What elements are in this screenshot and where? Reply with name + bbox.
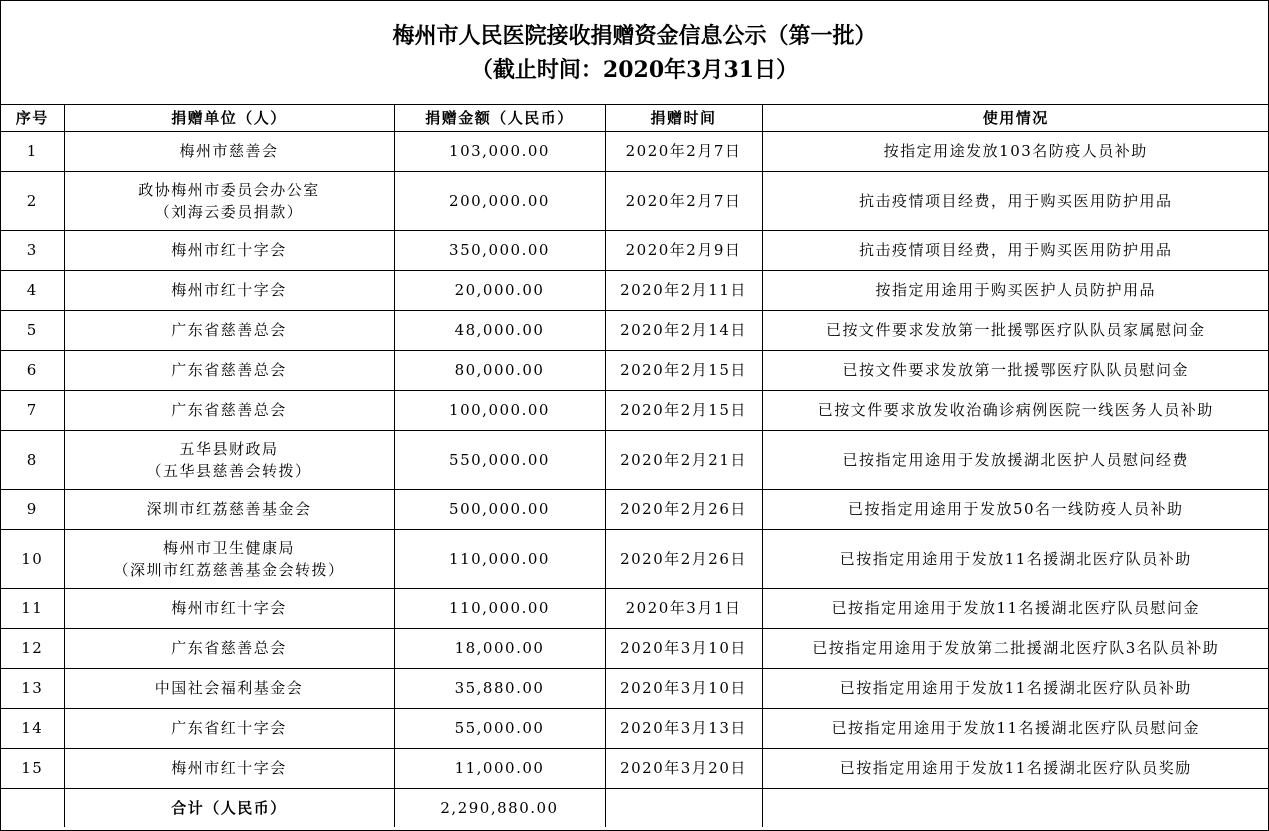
row-usage: 已按指定用途用于发放11名援湖北医疗队员慰问金: [762, 588, 1269, 628]
row-no: 10: [1, 529, 64, 588]
donor-line: 广东省慈善总会: [171, 361, 287, 379]
header-donor: 捐赠单位（人）: [64, 105, 394, 131]
row-usage: 已按指定用途用于发放第二批援湖北医疗队3名队员补助: [762, 628, 1269, 668]
row-no: 4: [1, 270, 64, 310]
title-line-1: 梅州市人民医院接收捐赠资金信息公示（第一批）: [392, 22, 877, 49]
row-amount: 110,000.00: [394, 529, 605, 588]
row-date: 2020年3月10日: [605, 668, 762, 708]
row-amount: 200,000.00: [394, 171, 605, 230]
row-date: 2020年2月9日: [605, 230, 762, 270]
row-date: 2020年2月21日: [605, 430, 762, 489]
donor-line: （五华县慈善会转拨）: [146, 461, 312, 480]
row-date: 2020年2月15日: [605, 350, 762, 390]
row-no: 7: [1, 390, 64, 430]
row-donor: [64, 489, 394, 529]
total-row: [1, 788, 1269, 827]
table-row: [1, 708, 1269, 748]
table-row: [1, 390, 1269, 430]
row-date: 2020年2月14日: [605, 310, 762, 350]
donation-table: [1, 105, 1269, 827]
row-usage: 抗击疫情项目经费，用于购买医用防护用品: [762, 230, 1269, 270]
row-no: 5: [1, 310, 64, 350]
row-amount: 35,880.00: [394, 668, 605, 708]
table-row: [1, 588, 1269, 628]
total-date-cell: [605, 788, 762, 827]
row-no: 1: [1, 131, 64, 171]
donor-line: 广东省慈善总会: [171, 639, 287, 657]
total-label: 合计（人民币）: [64, 788, 394, 827]
table-row: [1, 270, 1269, 310]
row-amount: 100,000.00: [394, 390, 605, 430]
header-row: [1, 105, 1269, 131]
row-date: 2020年3月13日: [605, 708, 762, 748]
table-row: [1, 489, 1269, 529]
header-date: 捐赠时间: [605, 105, 762, 131]
row-donor: [64, 529, 394, 588]
row-date: 2020年2月11日: [605, 270, 762, 310]
header-amount: 捐赠金额（人民币）: [394, 105, 605, 131]
table-row: [1, 171, 1269, 230]
row-usage: 抗击疫情项目经费，用于购买医用防护用品: [762, 171, 1269, 230]
row-date: 2020年2月26日: [605, 489, 762, 529]
row-no: 6: [1, 350, 64, 390]
row-donor: [64, 310, 394, 350]
row-usage: 已按指定用途用于发放11名援湖北医疗队员奖励: [762, 748, 1269, 788]
header-usage: 使用情况: [762, 105, 1269, 131]
row-usage: 已按文件要求发放第一批援鄂医疗队队员慰问金: [762, 350, 1269, 390]
row-date: 2020年2月15日: [605, 390, 762, 430]
row-amount: 350,000.00: [394, 230, 605, 270]
row-date: 2020年2月26日: [605, 529, 762, 588]
row-donor: [64, 230, 394, 270]
row-usage: 已按文件要求发放第一批援鄂医疗队队员家属慰问金: [762, 310, 1269, 350]
row-no: 12: [1, 628, 64, 668]
row-amount: 20,000.00: [394, 270, 605, 310]
row-donor: [64, 668, 394, 708]
row-donor: [64, 171, 394, 230]
donor-line: 中国社会福利基金会: [154, 679, 304, 697]
row-usage: 已按指定用途用于发放11名援湖北医疗队员补助: [762, 529, 1269, 588]
table-row: [1, 529, 1269, 588]
header-no: 序号: [1, 105, 64, 131]
row-date: 2020年3月1日: [605, 588, 762, 628]
donor-line: 梅州市红十字会: [171, 241, 287, 259]
row-usage: 已按指定用途用于发放援湖北医护人员慰问经费: [762, 430, 1269, 489]
donor-line: （深圳市红荔慈善基金会转拨）: [113, 560, 345, 579]
row-no: 11: [1, 588, 64, 628]
row-date: 2020年2月7日: [605, 171, 762, 230]
row-usage: 已按指定用途用于发放50名一线防疫人员补助: [762, 489, 1269, 529]
donor-line: 梅州市红十字会: [171, 759, 287, 777]
donor-line: 深圳市红荔慈善基金会: [146, 500, 312, 518]
total-no-cell: [1, 788, 64, 827]
row-amount: 550,000.00: [394, 430, 605, 489]
table-row: [1, 668, 1269, 708]
row-donor: [64, 588, 394, 628]
donor-line: （刘海云委员捐款）: [154, 202, 304, 221]
row-donor: [64, 628, 394, 668]
title-line-2: （截止时间：2020年3月31日）: [470, 56, 799, 83]
donor-line: 梅州市红十字会: [171, 281, 287, 299]
document-title: [1, 1, 1268, 105]
row-amount: 103,000.00: [394, 131, 605, 171]
row-usage: 已按文件要求放发收治确诊病例医院一线医务人员补助: [762, 390, 1269, 430]
table-row: [1, 430, 1269, 489]
row-donor: [64, 390, 394, 430]
table-row: [1, 131, 1269, 171]
donor-line: 广东省慈善总会: [171, 321, 287, 339]
row-no: 2: [1, 171, 64, 230]
table-row: [1, 350, 1269, 390]
row-date: 2020年3月20日: [605, 748, 762, 788]
table-row: [1, 230, 1269, 270]
row-donor: [64, 131, 394, 171]
row-usage: 按指定用途用于购买医护人员防护用品: [762, 270, 1269, 310]
row-usage: 按指定用途发放103名防疫人员补助: [762, 131, 1269, 171]
table-row: [1, 310, 1269, 350]
donor-line: 政协梅州市委员会办公室: [138, 180, 320, 199]
row-donor: [64, 430, 394, 489]
row-amount: 500,000.00: [394, 489, 605, 529]
row-no: 15: [1, 748, 64, 788]
row-no: 13: [1, 668, 64, 708]
total-amount: 2,290,880.00: [394, 788, 605, 827]
row-date: 2020年2月7日: [605, 131, 762, 171]
row-amount: 48,000.00: [394, 310, 605, 350]
row-no: 9: [1, 489, 64, 529]
row-amount: 55,000.00: [394, 708, 605, 748]
table-body: [1, 131, 1269, 788]
row-donor: [64, 708, 394, 748]
donor-line: 五华县财政局: [179, 439, 279, 458]
row-amount: 18,000.00: [394, 628, 605, 668]
row-donor: [64, 748, 394, 788]
donor-line: 梅州市慈善会: [179, 142, 279, 160]
row-donor: [64, 270, 394, 310]
table-row: [1, 628, 1269, 668]
total-usage-cell: [762, 788, 1269, 827]
donor-line: 广东省红十字会: [171, 719, 287, 737]
row-amount: 80,000.00: [394, 350, 605, 390]
table-row: [1, 748, 1269, 788]
row-no: 14: [1, 708, 64, 748]
row-no: 8: [1, 430, 64, 489]
row-amount: 110,000.00: [394, 588, 605, 628]
row-amount: 11,000.00: [394, 748, 605, 788]
donor-line: 广东省慈善总会: [171, 401, 287, 419]
row-usage: 已按指定用途用于发放11名援湖北医疗队员慰问金: [762, 708, 1269, 748]
donor-line: 梅州市卫生健康局: [162, 538, 295, 557]
row-date: 2020年3月10日: [605, 628, 762, 668]
donor-line: 梅州市红十字会: [171, 599, 287, 617]
row-donor: [64, 350, 394, 390]
row-no: 3: [1, 230, 64, 270]
row-usage: 已按指定用途用于发放11名援湖北医疗队员补助: [762, 668, 1269, 708]
